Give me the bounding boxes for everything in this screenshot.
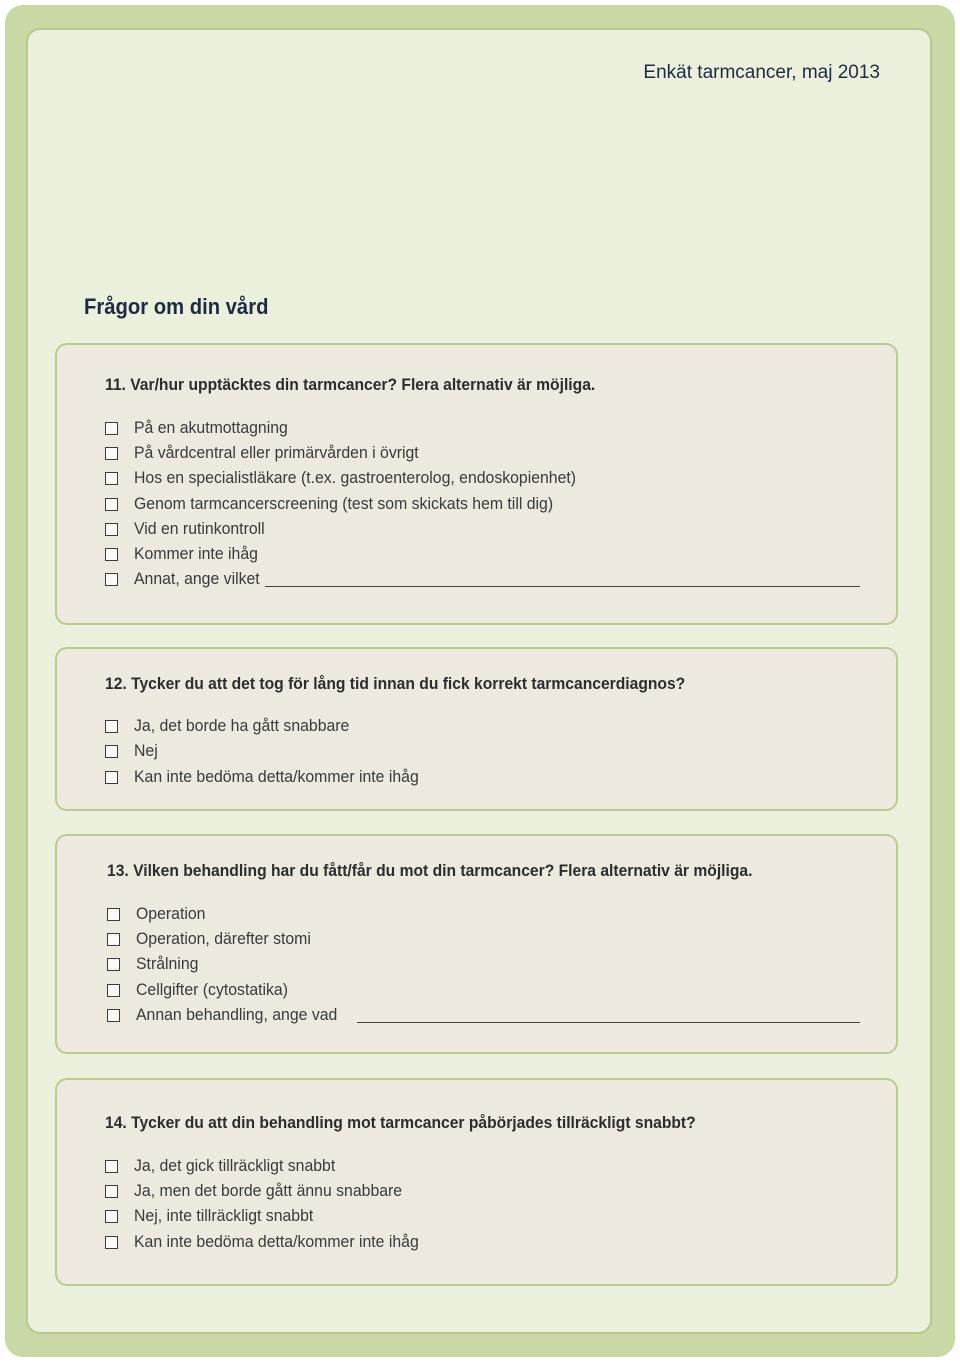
option-kan-inte-bedoma[interactable] [105,1231,440,1253]
question-heading: 14. Tycker du att din behandling mot tarmcancer påbörjades tillräckligt snabbt? [105,1113,696,1132]
option-label: Annat, ange vilket [134,569,260,588]
checkbox[interactable] [105,1210,118,1223]
option-label: Ja, det borde ha gått snabbare [134,716,350,735]
option-label: Kan inte bedöma detta/kommer inte ihåg [134,1232,419,1251]
checkbox[interactable] [105,720,118,733]
option-rutinkontroll[interactable] [105,518,275,540]
checkbox[interactable] [105,447,118,460]
option-label: Nej, inte tillräckligt snabbt [134,1206,314,1225]
checkbox[interactable] [107,984,120,997]
checkbox[interactable] [105,1160,118,1173]
option-label: Genom tarmcancerscreening (test som skickats hem till dig) [134,494,554,513]
option-label: På vårdcentral eller primärvården i övrigt [134,443,419,462]
option-annan-behandling[interactable] [107,1004,352,1026]
option-kan-inte-bedoma[interactable] [105,766,440,788]
option-label: Strålning [136,954,199,973]
option-label: Nej [134,741,158,760]
option-stralning[interactable] [107,953,203,975]
option-label: Kan inte bedöma detta/kommer inte ihåg [134,767,419,786]
option-ja-tillrackligt[interactable] [105,1155,350,1177]
option-label: Operation, därefter stomi [136,929,311,948]
checkbox[interactable] [105,523,118,536]
question-card-14 [55,1078,898,1286]
survey-title: Enkät tarmcancer, maj 2013 [643,62,880,83]
checkbox[interactable] [107,933,120,946]
option-annat[interactable] [105,568,269,590]
checkbox[interactable] [107,908,120,921]
option-label: Operation [136,904,206,923]
option-ja-men-snabbare[interactable] [105,1180,422,1202]
option-cellgifter[interactable] [107,979,299,1001]
checkbox[interactable] [105,498,118,511]
checkbox[interactable] [105,1185,118,1198]
option-operation-stomi[interactable] [107,928,324,950]
checkbox[interactable] [105,548,118,561]
option-specialistlakare[interactable] [105,467,609,489]
checkbox[interactable] [105,771,118,784]
question-card-12 [55,647,898,811]
option-kommer-inte-ihag[interactable] [105,543,267,565]
question-heading: 11. Var/hur upptäcktes din tarmcancer? Flera alternativ är möjliga. [105,375,596,394]
fill-in-line[interactable] [265,586,860,587]
checkbox[interactable] [105,422,118,435]
section-title: Frågor om din vård [84,294,269,319]
checkbox[interactable] [107,958,120,971]
option-label: Annan behandling, ange vad [136,1005,338,1024]
option-screening[interactable] [105,493,585,515]
option-label: Kommer inte ihåg [134,544,258,563]
question-heading: 13. Vilken behandling har du fått/får du mot din tarmcancer? Flera alternativ är möjliga. [107,861,753,880]
option-label: Hos en specialistläkare (t.ex. gastroenterolog, endoskopienhet) [134,468,577,487]
option-label: Ja, men det borde gått ännu snabbare [134,1181,403,1200]
checkbox[interactable] [105,573,118,586]
fill-in-line[interactable] [357,1022,860,1023]
question-heading: 12. Tycker du att det tog för lång tid innan du fick korrekt tarmcancerdiagnos? [105,674,686,693]
checkbox[interactable] [105,745,118,758]
question-card-11 [55,343,898,625]
option-akutmottagning[interactable] [105,417,299,439]
option-vardcentral[interactable] [105,442,440,464]
option-nej-inte-tillrackligt[interactable] [105,1205,327,1227]
option-label: Cellgifter (cytostatika) [136,980,288,999]
option-ja-snabbare[interactable] [105,715,366,737]
option-nej[interactable] [105,740,160,762]
checkbox[interactable] [105,1236,118,1249]
option-operation[interactable] [107,903,211,925]
option-label: Vid en rutinkontroll [134,519,265,538]
option-label: På en akutmottagning [134,418,288,437]
question-card-13 [55,834,898,1054]
checkbox[interactable] [107,1009,120,1022]
checkbox[interactable] [105,472,118,485]
option-label: Ja, det gick tillräckligt snabbt [134,1156,336,1175]
